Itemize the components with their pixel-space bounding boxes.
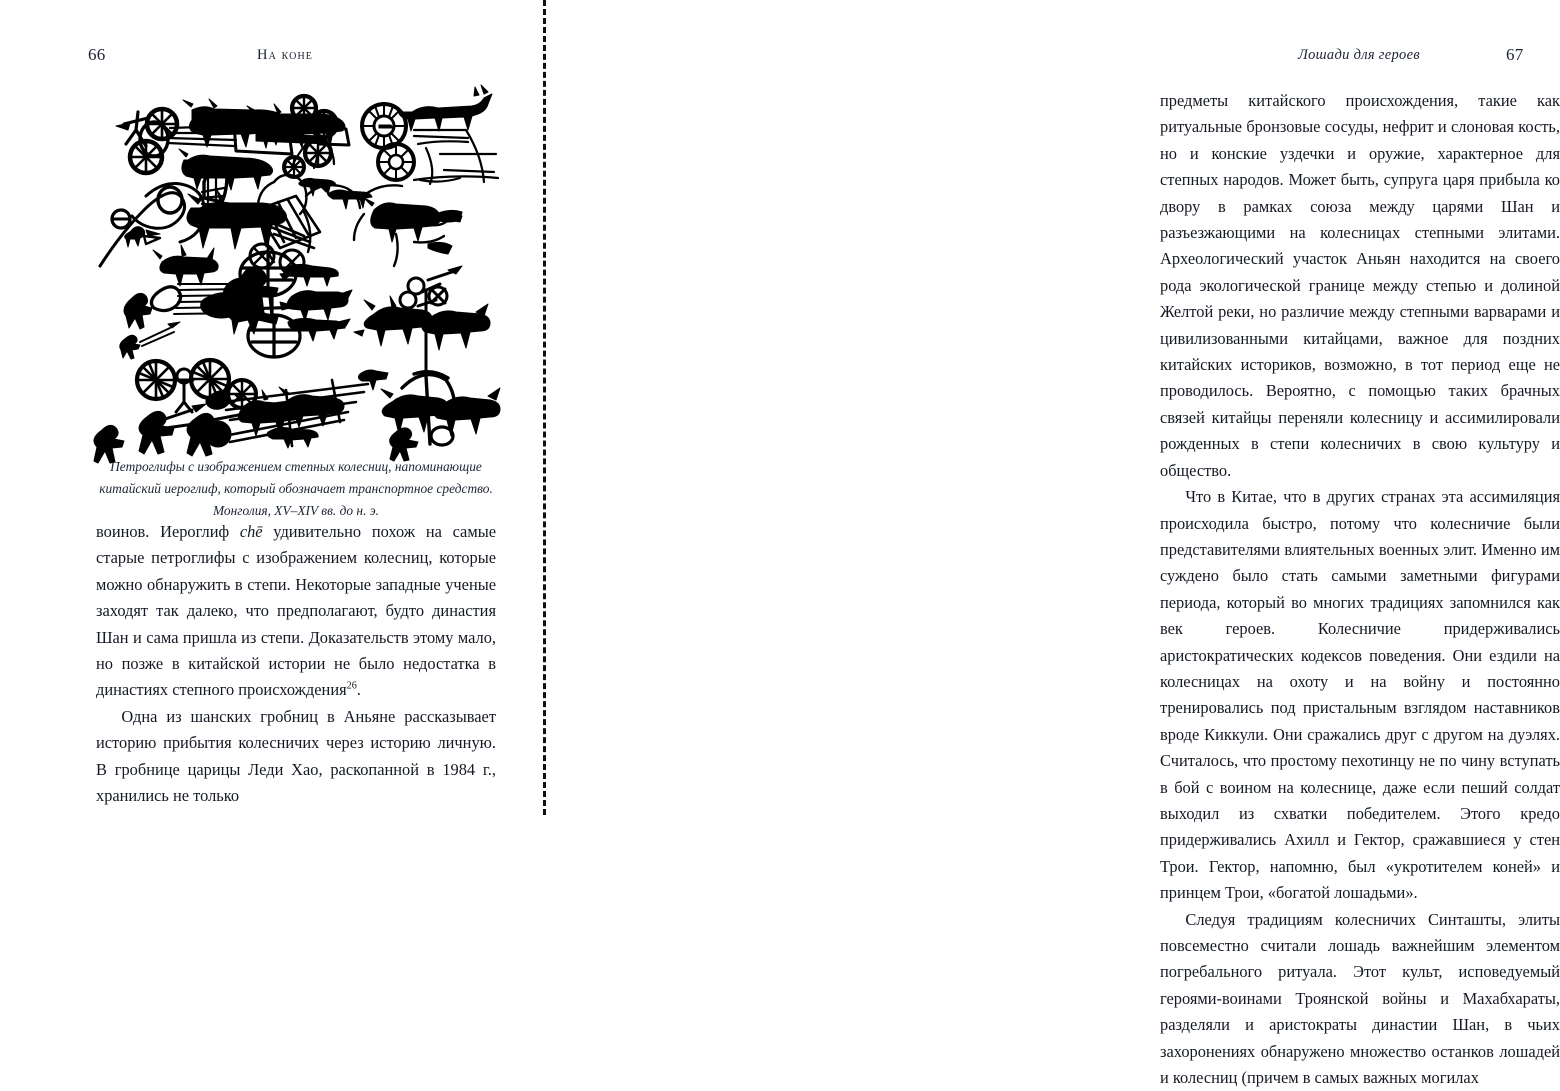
figure-caption: Петроглифы с изображением степных колесниц, напоминающие китайский иероглиф, который обозначает транспортное средство. Монголия, XV–XIV вв. до н. э. [99,459,493,518]
body-text-run: удивительно похож на самые старые петроглифы с изображением колесниц, которые можно обнаружить в степи. Некоторые западные ученые заходят так далеко, что предполагают, будто династия Шан и сама пришла из степи. Доказательств этому мало, но позже в китайской истории не было недостатка в династиях степного происхождения [96,522,496,700]
paragraph: Следуя традициям колесничих Синташты, элиты повсеместно считали лошадь важнейшим элементом погребального ритуала. Этот культ, исповедуемый героями-воинами Троянской войны и Махабхараты, разделяли и аристократы династии Шан, в чьих захоронениях обнаружено множество останков лошадей и колесниц (причем в самых важных могилах [1160,909,1560,1088]
figure-block [96,84,496,522]
body-text-run: . [356,680,361,700]
right-page-folio: 67 [1506,45,1524,64]
left-page-body [96,519,496,809]
footnote-marker[interactable]: 26 [346,680,357,692]
page-gutter-divider [543,0,546,815]
paragraph: Одна из шанских гробниц в Аньяне рассказывает историю прибытия колесничих через историю личную. В гробнице царицы Леди Хао, раскопанной в 1984 г., хранились не только [96,706,496,806]
left-page-running-head: На коне [257,47,313,63]
right-page-running-head: Лошади для героев [1298,47,1420,63]
latin-term: chē [239,522,263,541]
left-page [0,0,544,815]
paragraph: предметы китайского происхождения, такие как ритуальные бронзовые сосуды, нефрит и слоновая кость, но и конские уздечки и оружие, характерное для степных народов. Может быть, супруга царя прибыла ко двору в рамках союза между царями Шан и разъезжающими на колесницах степными элитами. Археологический участок Аньян находится на своего рода экологической границе между степью и долиной Желтой реки, но различие между степными варварами и цивилизованными китайцами, важное для поздних китайских историков, возможно, в тот период еще не проводилось. Вероятно, с помощью таких брачных связей китайцы переняли колесницу и ассимилировали рожденных в степи колесничих в свою культуру и общество. [1160,91,1560,480]
left-page-folio: 66 [88,45,106,64]
paragraph [96,519,496,704]
right-page-body [1160,88,1560,1091]
petroglyph-chariots-illustration [96,84,496,446]
right-page [544,0,1560,1088]
paragraph: Что в Китае, что в других странах эта ассимиляция происходила быстро, потому что колесничие были представителями влиятельных военных элит. Именно им суждено было стать самыми заметными фигурами периода, который во многих традициях запомнился как век героев. Колесничие придерживались аристократических кодексов поведения. Они ездили на колесницах на охоту и на войну и постоянно тренировались под пристальным взглядом наставников вроде Киккули. Они сражались друг с другом на дуэлях. Считалось, что простому пехотинцу не по чину вступать в бой с воином на колеснице, даже если пеший солдат выходил из схватки победителем. Этого кредо придерживались Ахилл и Гектор, сражавшиеся у стен Трои. Гектор, напомню, был «укротителем коней» и принцем Трои, «богатой лошадьми». [1160,487,1560,903]
body-text-run: воинов. Иероглиф [96,522,240,541]
